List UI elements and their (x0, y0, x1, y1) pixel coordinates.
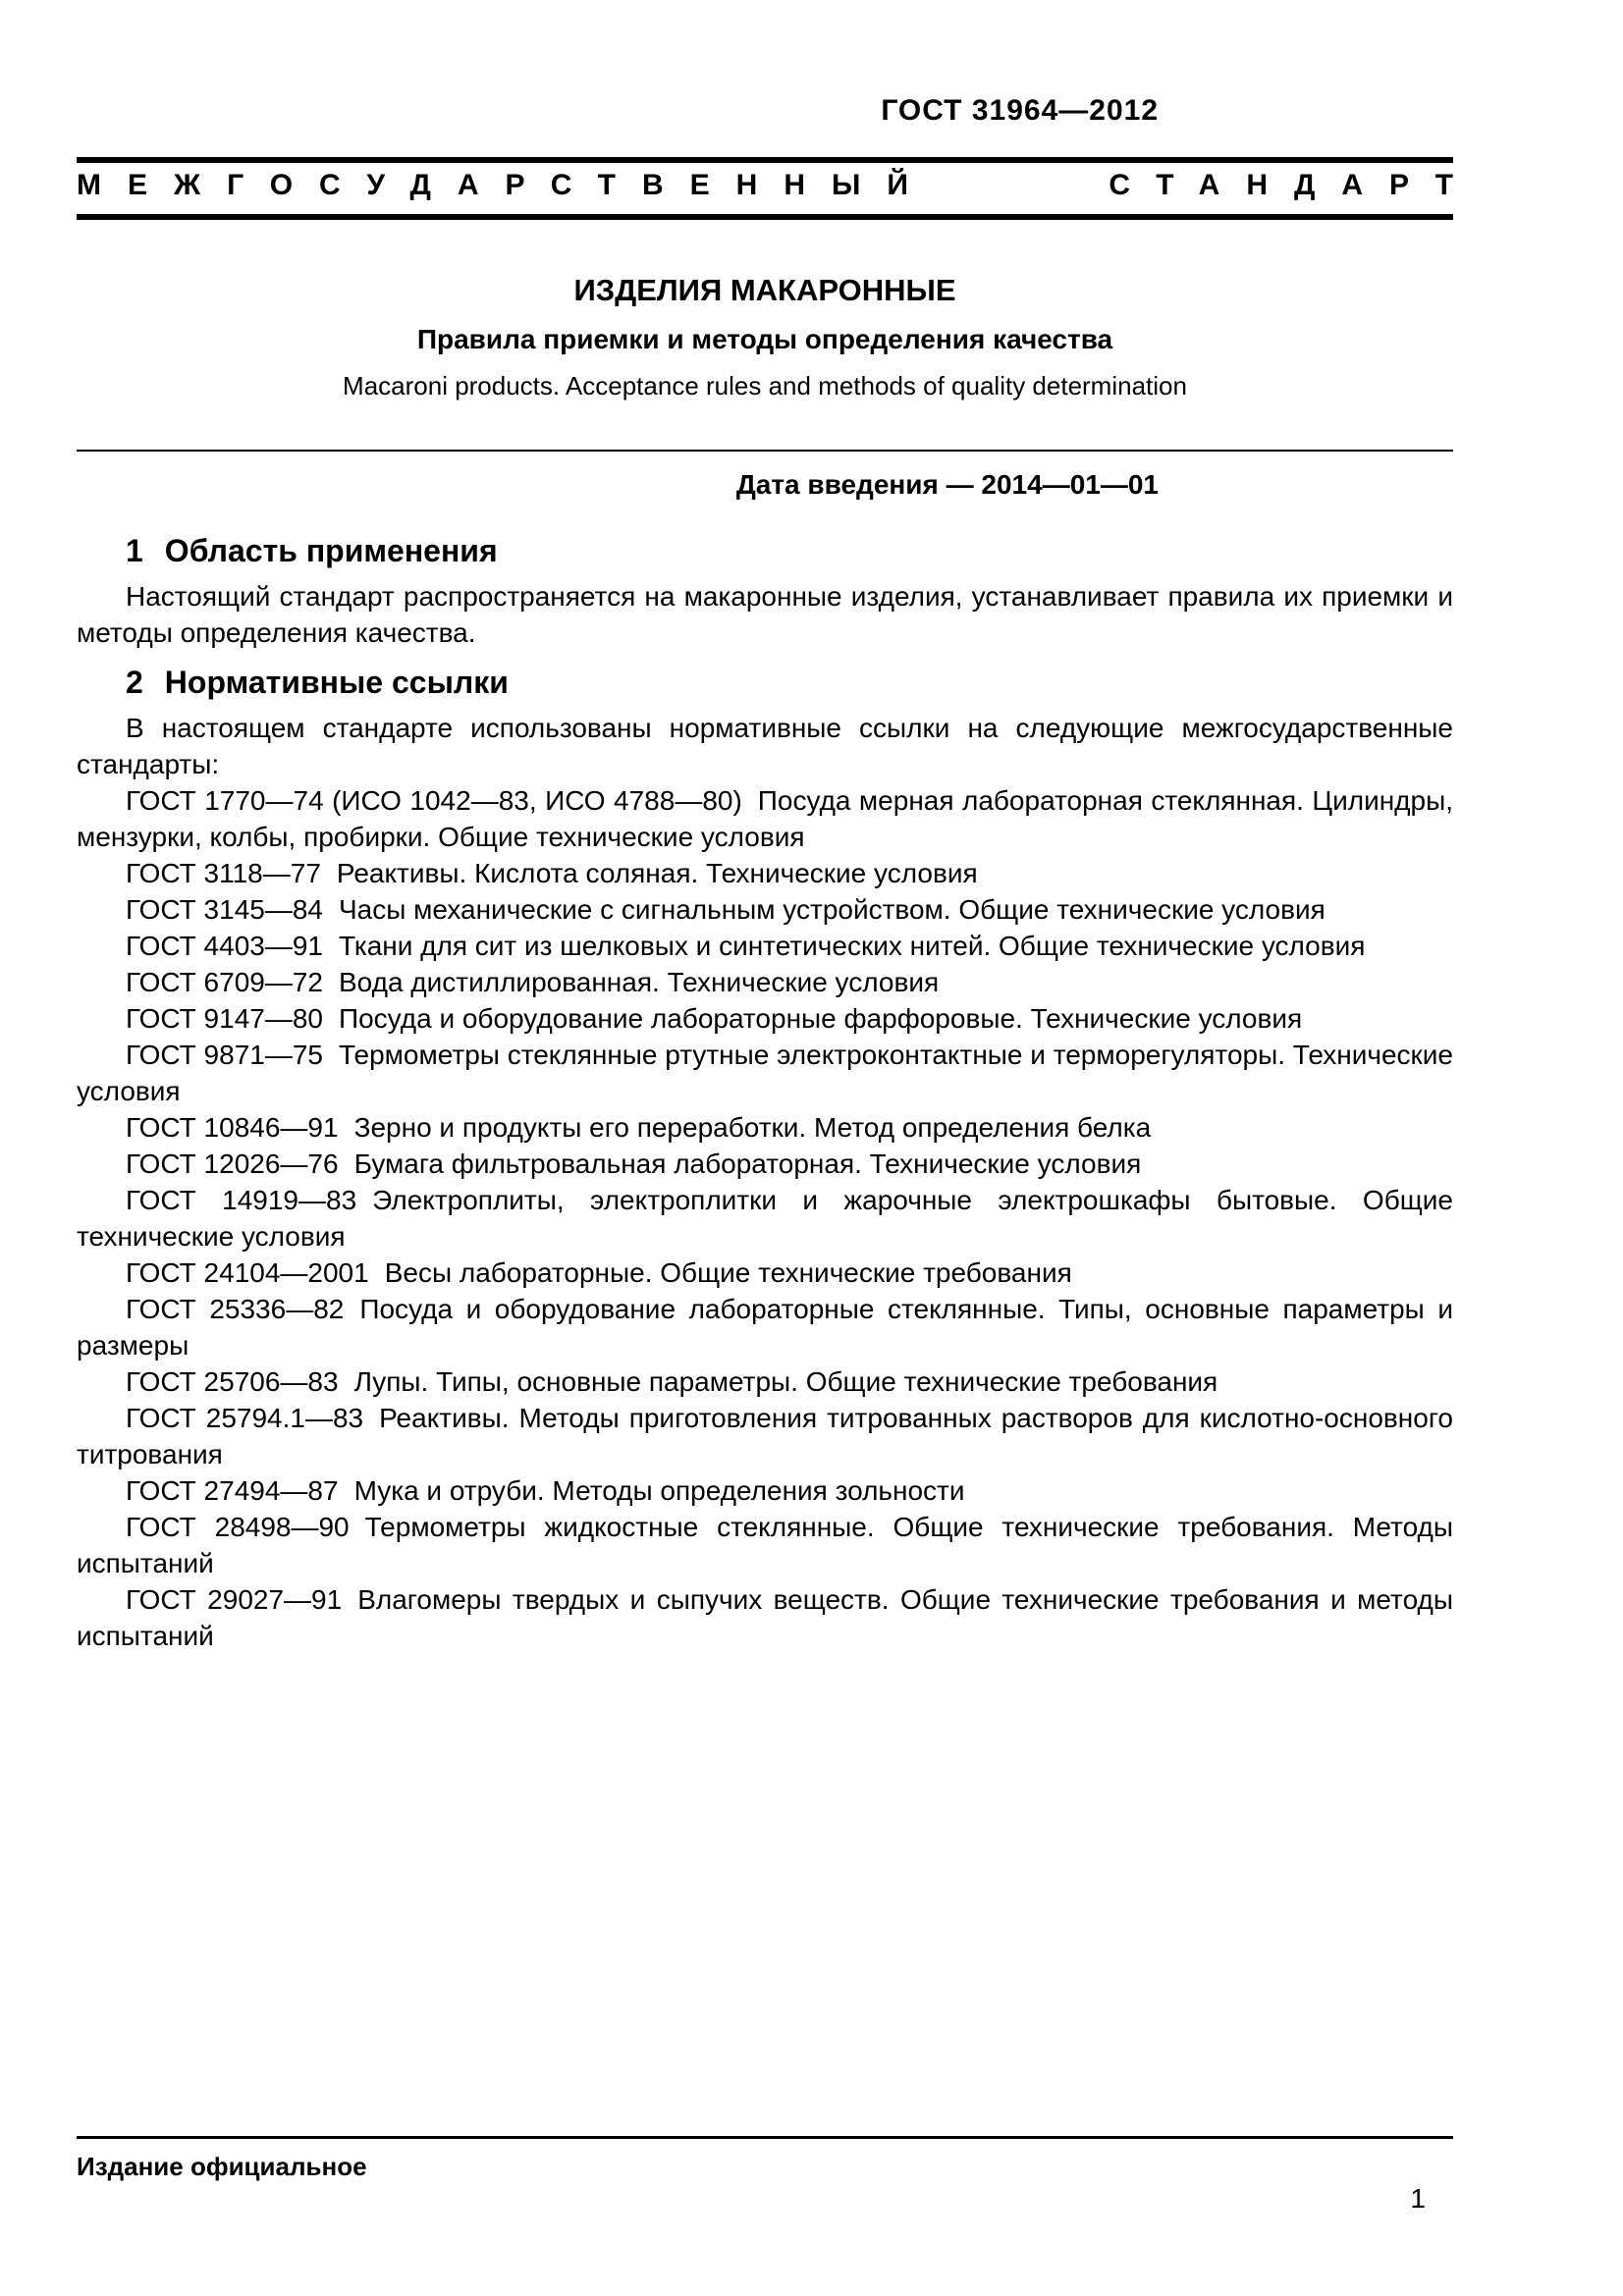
reference-title: Реактивы. Методы приготовления титрованных растворов для кислотно-основного титрования (77, 1403, 1453, 1469)
references-list (77, 782, 1453, 1654)
reference-item (77, 891, 1453, 928)
reference-code: ГОСТ 14919—83 (126, 1185, 357, 1215)
reference-code: ГОСТ 24104—2001 (126, 1257, 369, 1288)
reference-item (77, 1182, 1453, 1255)
reference-item (77, 1509, 1453, 1581)
standard-designation: ГОСТ 31964—2012 (881, 94, 1159, 127)
reference-item (77, 1581, 1453, 1654)
reference-code: ГОСТ 12026—76 (126, 1148, 339, 1179)
reference-code: ГОСТ 29027—91 (126, 1584, 343, 1615)
reference-title: Лупы. Типы, основные параметры. Общие технические требования (353, 1366, 1218, 1397)
reference-title: Посуда и оборудование лабораторные фарфоровые. Технические условия (338, 1003, 1303, 1034)
reference-code: ГОСТ 6709—72 (126, 967, 323, 997)
reference-code: ГОСТ 25706—83 (126, 1366, 339, 1397)
reference-item (77, 1472, 1453, 1509)
section-2-number: 2 (126, 665, 143, 700)
reference-code: ГОСТ 25794.1—83 (126, 1403, 364, 1433)
reference-title: Влагомеры твердых и сыпучих веществ. Общие технические требования и методы испытаний (77, 1584, 1453, 1651)
reference-item (77, 1255, 1453, 1291)
section-1-paragraph: Настоящий стандарт распространяется на макаронные изделия, устанавливает правила их приемки и методы определения качества. (77, 581, 1453, 648)
reference-title: Посуда и оборудование лабораторные стеклянные. Типы, основные параметры и размеры (77, 1294, 1453, 1361)
title-block (77, 273, 1453, 401)
reference-item (77, 1291, 1453, 1363)
reference-code: ГОСТ 4403—91 (126, 931, 323, 961)
edition-note: Издание официальное (77, 2152, 367, 2181)
title-separator-rule (77, 450, 1453, 452)
document-title: ИЗДЕЛИЯ МАКАРОННЫЕ (573, 273, 956, 307)
reference-title: Зерно и продукты его переработки. Метод определения белка (353, 1112, 1152, 1143)
standard-type-word-1: МЕЖГОСУДАРСТВЕННЫЙ (77, 169, 935, 201)
reference-item (77, 1363, 1453, 1400)
top-rule-lower (77, 214, 1453, 220)
reference-item (77, 782, 1453, 855)
document-subtitle-english: Macaroni products. Acceptance rules and methods of quality determination (343, 371, 1187, 400)
reference-code: ГОСТ 28498—90 (126, 1512, 350, 1542)
reference-title: Весы лабораторные. Общие технические требования (384, 1257, 1072, 1288)
document-subtitle: Правила приемки и методы определения качества (416, 324, 1113, 354)
section-1-title: Область применения (164, 533, 498, 568)
reference-item (77, 855, 1453, 891)
reference-code: ГОСТ 3118—77 (126, 858, 321, 888)
reference-title: Термометры стеклянные ртутные электроконтактные и терморегуляторы. Технические условия (77, 1040, 1453, 1106)
reference-code: ГОСТ 9147—80 (126, 1003, 323, 1034)
standard-type-banner (77, 169, 1480, 202)
top-rule-upper (77, 157, 1453, 163)
reference-title: Часы механические с сигнальным устройством. Общие технические условия (338, 894, 1325, 925)
document-body (77, 533, 1453, 1654)
reference-title: Вода дистиллированная. Технические условия (338, 967, 940, 997)
section-1-heading (77, 533, 1453, 568)
reference-title: Реактивы. Кислота соляная. Технические условия (336, 858, 978, 888)
effective-date: Дата введения — 2014—01—01 (735, 469, 1159, 500)
footer-rule (77, 2136, 1453, 2139)
reference-item (77, 964, 1453, 1000)
page-number: 1 (1410, 2183, 1426, 2214)
section-2-title: Нормативные ссылки (164, 665, 509, 700)
reference-code: ГОСТ 9871—75 (126, 1040, 323, 1070)
reference-code: ГОСТ 1770—74 (ИСО 1042—83, ИСО 4788—80) (126, 785, 742, 816)
reference-title: Посуда мерная лабораторная стеклянная. Цилиндры, мензурки, колбы, пробирки. Общие технические условия (77, 785, 1453, 852)
reference-code: ГОСТ 3145—84 (126, 894, 323, 925)
reference-title: Электроплиты, электроплитки и жарочные электрошкафы бытовые. Общие технические условия (77, 1185, 1453, 1252)
reference-title: Ткани для сит из шелковых и синтетических нитей. Общие технические условия (338, 931, 1366, 961)
reference-item (77, 1400, 1453, 1472)
reference-item (77, 1000, 1453, 1037)
reference-code: ГОСТ 10846—91 (126, 1112, 339, 1143)
reference-item (77, 928, 1453, 964)
section-2-intro: В настоящем стандарте использованы нормативные ссылки на следующие межгосударственные стандарты: (77, 713, 1453, 779)
reference-title: Бумага фильтровальная лабораторная. Технические условия (353, 1148, 1142, 1179)
reference-code: ГОСТ 25336—82 (126, 1294, 345, 1324)
reference-title: Термометры жидкостные стеклянные. Общие технические требования. Методы испытаний (77, 1512, 1453, 1578)
reference-code: ГОСТ 27494—87 (126, 1475, 339, 1506)
reference-item (77, 1037, 1453, 1109)
section-2-heading (77, 665, 1453, 700)
reference-item (77, 1109, 1453, 1146)
reference-item (77, 1146, 1453, 1182)
reference-title: Мука и отруби. Методы определения зольности (353, 1475, 965, 1506)
standard-type-word-2: СТАНДАРТ (1109, 169, 1480, 201)
section-1-number: 1 (126, 533, 143, 568)
